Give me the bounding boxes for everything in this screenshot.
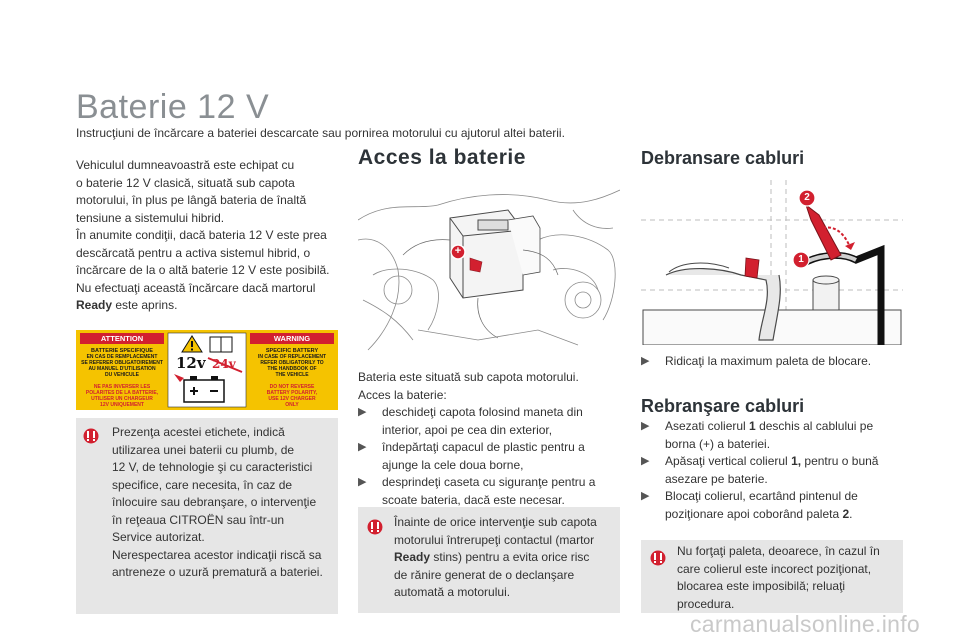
warning-box-ready: Înainte de orice intervenţie sub capota motorului întrerupeţi contactul (martor Ready stins) pentru a evita orice risc de rănire generat de o declanşare automată a motorului. (358, 507, 620, 613)
rebransare-steps-list (641, 418, 903, 523)
list-item: ▶ Ridicaţi la maximum paleta de blocare. (641, 353, 903, 371)
debransare-steps-list (641, 353, 903, 371)
section-title-rebransare: Rebranşare cabluri (641, 396, 805, 416)
bullet-icon: ▶ (358, 406, 367, 418)
acces-steps-list (358, 404, 620, 509)
watermark-text: carmanualsonline.info (689, 611, 920, 637)
bullet-icon: ▶ (641, 490, 650, 502)
engine-bay-illustration (358, 180, 620, 358)
voltage-12v-label: 12v (176, 354, 206, 372)
acces-paragraph: Bateria este situată sub capota motorului. Acces la baterie: (358, 370, 579, 402)
bullet-icon: ▶ (358, 476, 367, 488)
bullet-icon: ▶ (641, 455, 650, 467)
ready-label: Ready (76, 298, 113, 312)
list-item: ▶ desprindeţi caseta cu siguranţe pentru a scoate bateria, dacă este necesar. (358, 475, 596, 507)
warning-icon (366, 519, 384, 535)
bullet-icon: ▶ (641, 420, 650, 432)
warning-box-label-info: Prezenţa acestei etichete, indică utilizarea unei baterii cu plumb, de 12 V, de tehnologie şi cu caracteristici specifice, care necesita, în caz de înlocuire sau debranşare, o intervenţie în reţeaua CITROËN sau într-un Service autorizat. Nerespectarea acestor indicaţii riscă sa antreneze o uzură prematură a bateriei. (76, 418, 338, 614)
page-subtitle: Instrucţiuni de încărcare a bateriei descarcate sau pornirea motorului cu ajutorul altei baterii. (76, 126, 565, 140)
warning-icon (649, 550, 667, 566)
terminal-clamp-illustration: 1 2 (641, 180, 903, 345)
plus-sign: + (454, 245, 462, 257)
battery-warning-label: ATTENTION WARNING BATTERIE SPECIFIQUE EN CAS DE REMPLACEMENT SE REFERER OBLIGATOIREMENT AU MANUEL D'UTILISATION DU VEHICULE NE PAS INVERSER LES POLARITES DE LA BATTERIE, UTILISER UN CHARGEUR 12V UNIQUEMENT SPECIFIC BATTERY IN CASE OF REPLACEMENT REFER OBLIGATORILY TO THE HANDBOOK OF THE VEHICLE DO NOT REVERSE BATTERY POLARITY, USE 12V CHARGER ONLY 12v 24v (76, 330, 338, 410)
intro-paragraph: Vehiculul dumneavoastră este echipat cu o baterie 12 V clasică, situată sub capota motorului, în plus pe lângă bateria de înaltă tensiune a sistemului hibrid. În anumite condiţii, dacă bateria 12 V este prea descărcată pentru a activa sistemul hibrid, o încărcare de la o altă baterie 12 V este posibilă. Nu efectuaţi această încărcare dacă martorul Ready este aprins. (76, 158, 330, 312)
list-item: ▶ Blocaţi colierul, ecartând pintenul de poziţionare apoi coborând paleta 2. (641, 489, 858, 521)
bullet-icon: ▶ (641, 355, 650, 367)
page-title: Baterie 12 V (76, 88, 270, 126)
section-title-debransare: Debransare cabluri (641, 148, 805, 168)
list-item: ▶ îndepărtaţi capacul de plastic pentru a ajunge la cele doua borne, (358, 440, 585, 472)
list-item: ▶ deschideţi capota folosind maneta din interior, apoi pe cea din exterior, (358, 405, 583, 437)
list-item: ▶ Asezati colierul 1 deschis al cablului pe borna (+) a bateriei. (641, 419, 874, 451)
warning-box-paleta: Nu forţaţi paleta, deoarece, în cazul în care colierul este incorect poziţionat, blocarea este imposibilă; reluaţi procedura. (641, 540, 903, 613)
list-item: ▶ Apăsaţi vertical colierul 1, pentru o bună asezare pe baterie. (641, 454, 879, 486)
voltage-24v-label: 24v (212, 357, 236, 371)
bullet-icon: ▶ (358, 441, 367, 453)
warning-icon (82, 428, 100, 444)
section-title-acces: Acces la baterie (358, 146, 526, 169)
